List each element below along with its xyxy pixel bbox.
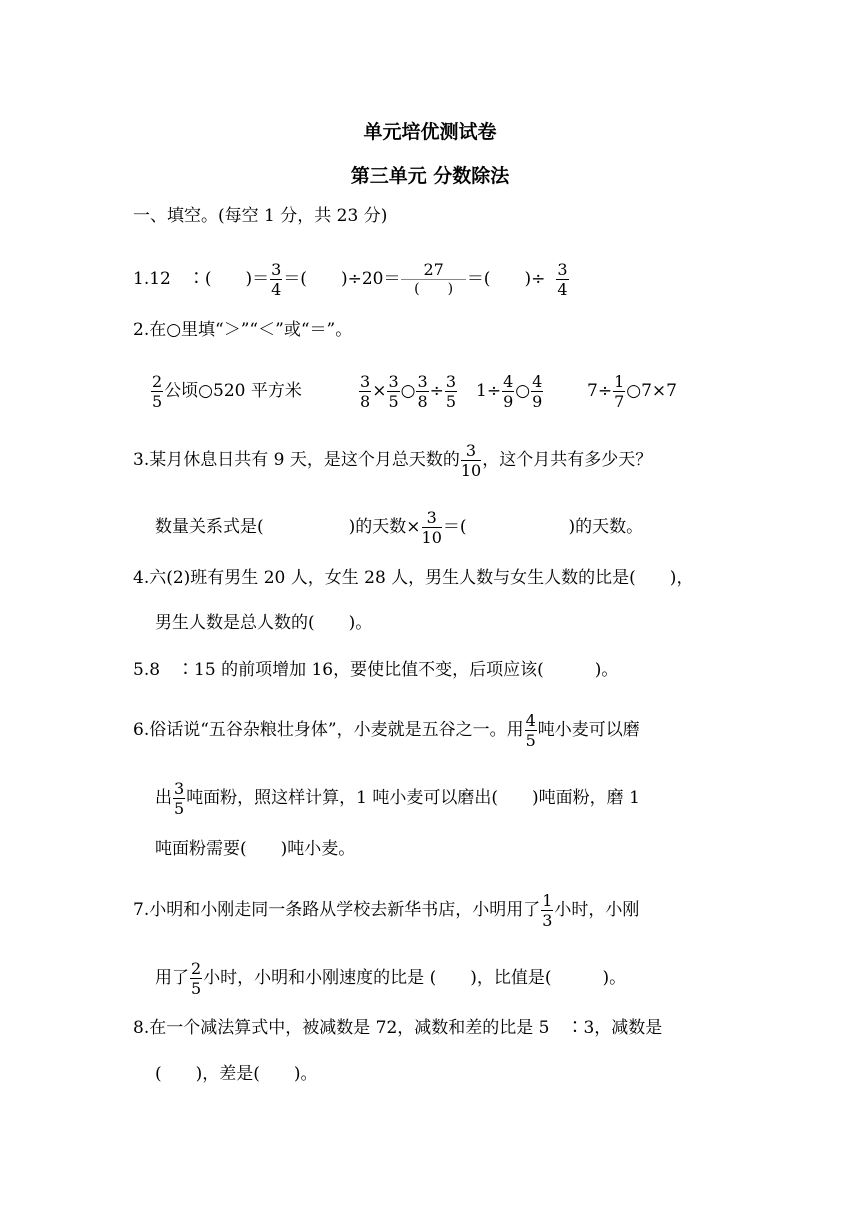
q3-relation: 数量关系式是( )的天数× $\frac{3}{10}$ ＝( )的天数。 — [155, 508, 644, 547]
q2-expression-2: $\frac{3}{8}$ × $\frac{3}{5}$ ○ $\frac{3}{8}$ ÷ $\frac{3}{5}$ — [360, 372, 457, 411]
question-5: 5.8 ∶15 的前项增加 16，要使比值不变，后项应该( )。 — [133, 660, 619, 680]
question-4-line-1: 4.六(2)班有男生 20 人，女生 28 人，男生人数与女生人数的比是( )， — [133, 568, 694, 588]
question-2: 2.在○里填“＞”“＜”或“＝”。 — [133, 320, 353, 340]
question-3: 3.某月休息日共有 9 天，是这个月总天数的 $\frac{3}{10}$ ，这个月共有多少天？ — [133, 441, 653, 480]
question-6-line-1: 6.俗话说“五谷杂粮壮身体”，小麦就是五谷之一。用 $\frac{4}{5}$ 吨小麦可以磨 — [133, 711, 640, 750]
question-1 — [133, 260, 570, 299]
question-8-line-1: 8.在一个减法算式中，被减数是 72，减数和差的比是 5 ∶3，减数是 — [133, 1018, 663, 1038]
question-8-line-2: ( )，差是( )。 — [155, 1064, 318, 1084]
q1-fraction-2: $\frac{27}{( )}$ — [401, 260, 465, 299]
q1-fraction-1: $\frac{3}{4}$ — [271, 260, 282, 299]
q2-expression-4: 7÷ $\frac{1}{7}$ ○7×7 — [587, 372, 677, 411]
question-6-line-3: 吨面粉需要( )吨小麦。 — [155, 839, 356, 859]
q1-text-b: ＝( )÷20＝ — [283, 269, 401, 289]
section-heading: 一、填空。(每空 1 分，共 23 分) — [133, 206, 388, 226]
question-7-line-2: 用了 $\frac{2}{5}$ 小时，小明和小刚速度的比是 ( )，比值是( )。 — [155, 959, 627, 998]
q1-fraction-3: $\frac{3}{4}$ — [557, 260, 568, 299]
q1-text-c: ＝( )÷ — [466, 269, 546, 289]
q2-expression-3: 1÷ $\frac{4}{9}$ ○ $\frac{4}{9}$ — [476, 372, 543, 411]
question-4-line-2: 男生人数是总人数的( )。 — [155, 613, 373, 633]
question-7-line-1: 7.小明和小刚走同一条路从学校去新华书店，小明用了 $\frac{1}{3}$ 小时，小刚 — [133, 891, 640, 930]
q2-expression-1: $\frac{2}{5}$ 公顷○520 平方米 — [152, 372, 302, 411]
page-subtitle: 第三单元 分数除法 — [350, 165, 510, 187]
page-title: 单元培优测试卷 — [363, 121, 497, 143]
q1-text-a: 1.12 ∶( )＝ — [133, 269, 270, 289]
question-6-line-2: 出 $\frac{3}{5}$ 吨面粉，照这样计算，1 吨小麦可以磨出( )吨面粉，磨 1 — [155, 779, 640, 818]
